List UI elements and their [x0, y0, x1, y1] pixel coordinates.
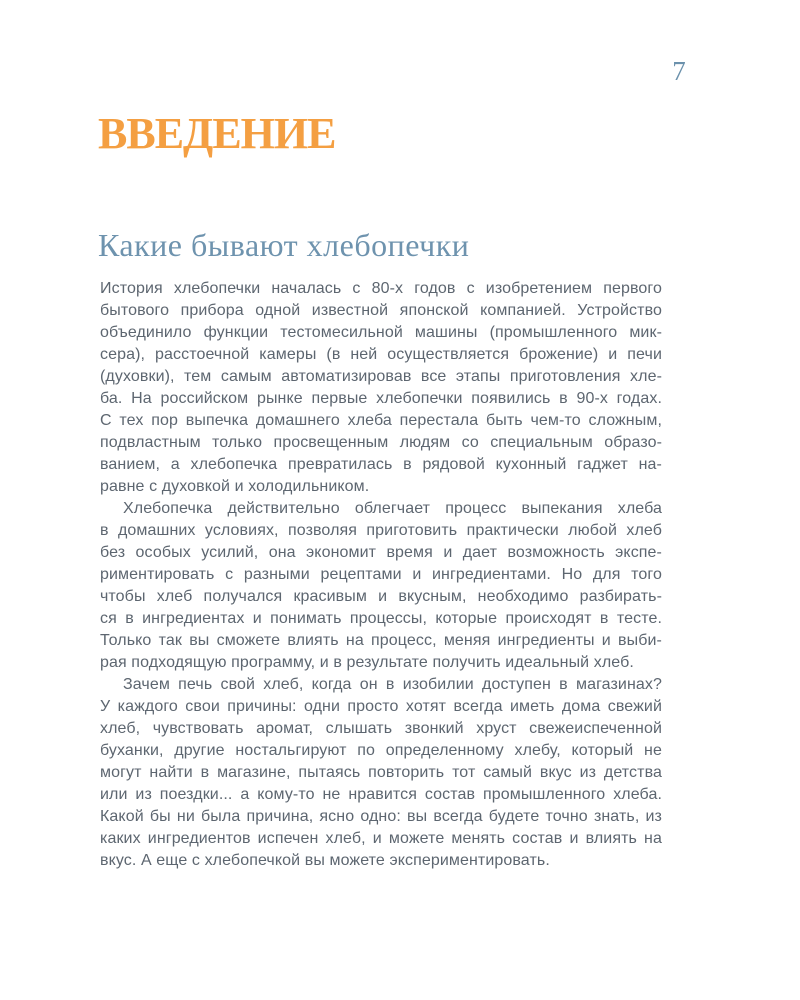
- body-line: бытового прибора одной известной японской компанией. Устройство: [100, 302, 662, 319]
- section-heading: Какие бывают хлебопечки: [98, 227, 470, 263]
- paragraph: [100, 278, 662, 498]
- body-line: С тех пор выпечка домашнего хлеба перестала быть чем-то сложным,: [100, 412, 662, 429]
- paragraph: [100, 498, 662, 674]
- paragraph: [100, 674, 662, 872]
- body-line: ванием, а хлебопечка превратилась в рядовой кухонный гаджет на-: [100, 456, 662, 473]
- chapter-title: ВВЕДЕНИЕ: [98, 109, 336, 158]
- body-text: [100, 278, 662, 872]
- body-line: объединило функции тестомесильной машины (промышленного мик-: [100, 324, 662, 341]
- body-line: Какой бы ни была причина, ясно одно: вы всегда будете точно знать, из: [100, 808, 662, 825]
- body-line: История хлебопечки началась с 80-х годов с изобретением первого: [100, 280, 662, 297]
- body-line: У каждого свои причины: одни просто хотят всегда иметь дома свежий: [100, 698, 662, 715]
- body-line: без особых усилий, она экономит время и дает возможность экспе-: [100, 544, 662, 561]
- body-line: риментировать с разными рецептами и ингредиентами. Но для того: [100, 566, 662, 583]
- body-line: или из поездки... а кому-то не нравится состав промышленного хлеба.: [100, 786, 662, 803]
- body-line: буханки, другие ностальгируют по определенному хлебу, который не: [100, 742, 662, 759]
- body-line: ба. На российском рынке первые хлебопечки появились в 90-х годах.: [100, 390, 662, 407]
- body-line: ся в ингредиентах и понимать процессы, которые происходят в тесте.: [100, 610, 662, 627]
- body-line: вкус. А еще с хлебопечкой вы можете экспериментировать.: [100, 852, 550, 869]
- body-line: в домашних условиях, позволяя приготовить практически любой хлеб: [100, 522, 662, 539]
- body-line: рая подходящую программу, и в результате получить идеальный хлеб.: [100, 654, 634, 671]
- body-line: чтобы хлеб получался красивым и вкусным, необходимо разбирать-: [100, 588, 662, 605]
- body-line: каких ингредиентов испечен хлеб, и можете менять состав и влиять на: [100, 830, 662, 847]
- body-line: Только так вы сможете влиять на процесс, меняя ингредиенты и выби-: [100, 632, 662, 649]
- page-number: 7: [672, 56, 686, 86]
- body-line: хлеб, чувствовать аромат, слышать звонкий хруст свежеиспеченной: [100, 720, 662, 737]
- body-line: (духовки), тем самым автоматизировав все этапы приготовления хле-: [100, 368, 662, 385]
- body-line: равне с духовкой и холодильником.: [100, 478, 370, 495]
- body-line: Зачем печь свой хлеб, когда он в изобилии доступен в магазинах?: [123, 676, 662, 693]
- body-line: Хлебопечка действительно облегчает процесс выпекания хлеба: [123, 500, 662, 517]
- body-line: сера), расстоечной камеры (в ней осуществляется брожение) и печи: [100, 346, 662, 363]
- body-line: подвластным только просвещенным людям со специальным образо-: [100, 434, 662, 451]
- body-line: могут найти в магазине, пытаясь повторить тот самый вкус из детства: [100, 764, 662, 781]
